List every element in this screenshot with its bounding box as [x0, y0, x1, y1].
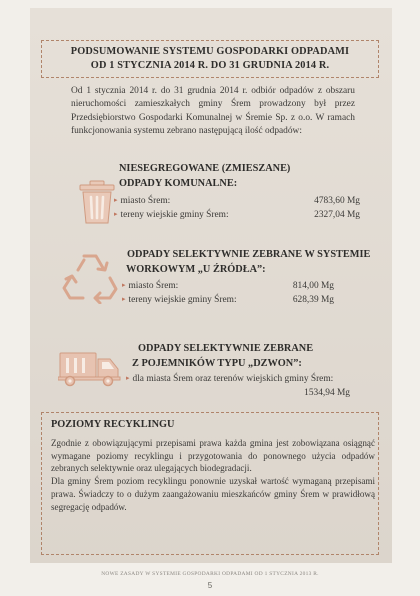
row-label: miasto Śrem:: [120, 196, 171, 206]
section-bell-row-all: [126, 374, 333, 384]
section-mixed-row-rural: [114, 210, 229, 220]
section-mixed-heading: [119, 162, 290, 191]
page-title-line2: OD 1 STYCZNIA 2014 R. DO 31 GRUDNIA 2014 R.: [90, 60, 330, 71]
bullet-icon: ▸: [122, 295, 126, 303]
footer-text: NOWE ZASADY W SYSTEMIE GOSPODARKI ODPADAMI OD 1 STYCZNIA 2013 R.: [101, 571, 319, 577]
row-label: tereny wiejskie gminy Śrem:: [128, 295, 237, 305]
section-bag-row-city: [122, 281, 178, 291]
section-mixed-value-city: 4783,60 Mg: [314, 196, 360, 206]
intro-paragraph: Od 1 stycznia 2014 r. do 31 grudnia 2014 r. odbiór odpadów z obszaru nieruchomości zamieszkałych gminy Śrem prowadzony był przez Przedsiębiorstwo Gospodarki Komunalnej w Śremie Sp. z o.o. W ramach funkcjonowania systemu zebrano następującą ilość odpadów:: [71, 86, 355, 137]
section-mixed-heading-line1: NIESEGREGOWANE (ZMIESZANE): [119, 163, 291, 174]
recycling-text: [51, 437, 375, 513]
row-label: tereny wiejskie gminy Śrem:: [120, 210, 229, 220]
section-bell-heading-line2: Z POJEMNIKÓW TYPU „DZWON”:: [132, 357, 302, 369]
garbage-truck-icon: [58, 345, 122, 387]
row-label: miasto Śrem:: [128, 281, 179, 291]
section-bag-heading-line2: WORKOWYM „U ŹRÓDŁA”:: [126, 263, 266, 275]
section-bag-value-rural: 628,39 Mg: [292, 295, 334, 305]
section-bag-heading: [127, 248, 370, 277]
section-bell-heading-line1: ODPADY SELEKTYWNIE ZEBRANE: [138, 343, 314, 354]
bullet-icon: ▸: [114, 210, 118, 218]
bullet-icon: ▸: [126, 374, 130, 382]
bullet-icon: ▸: [122, 281, 126, 289]
recycle-icon: [62, 250, 118, 304]
section-mixed-heading-line2: ODPADY KOMUNALNE:: [119, 177, 238, 189]
section-bag-heading-line1: ODPADY SELEKTYWNIE ZEBRANE W SYSTEMIE: [127, 249, 371, 260]
page-title-line1: PODSUMOWANIE SYSTEMU GOSPODARKI ODPADAMI: [70, 46, 350, 57]
section-mixed-row-city: [114, 196, 170, 206]
section-bag-value-city: 814,00 Mg: [292, 281, 334, 291]
recycling-paragraph-1: Zgodnie z obowiązującymi przepisami prawa każda gmina jest zobowiązana osiągnąć wymagane poziomy recyklingu i przygotowania do ponownego użycia odpadów zebranych selektywnie oraz ulegających biodegradacji.: [51, 438, 375, 474]
page-number: 5: [207, 581, 213, 590]
recycling-paragraph-2: Dla gminy Śrem poziom recyklingu ponownie uzyskał wartość wymaganą przepisami prawa. Świadczy to o dużym zaangażowaniu mieszkańców gminy Śrem w prawidłową segregację odpadów.: [51, 476, 375, 512]
row-label: dla miasta Śrem oraz terenów wiejskich gminy Śrem:: [132, 374, 334, 384]
trash-bin-icon: [76, 179, 118, 225]
section-mixed-value-rural: 2327,04 Mg: [314, 210, 360, 220]
bullet-icon: ▸: [114, 196, 118, 204]
section-bell-value-all: 1534,94 Mg: [304, 388, 350, 398]
recycling-title: POZIOMY RECYKLINGU: [51, 419, 175, 430]
section-bag-row-rural: [122, 295, 237, 305]
section-bell-heading: [132, 342, 314, 371]
